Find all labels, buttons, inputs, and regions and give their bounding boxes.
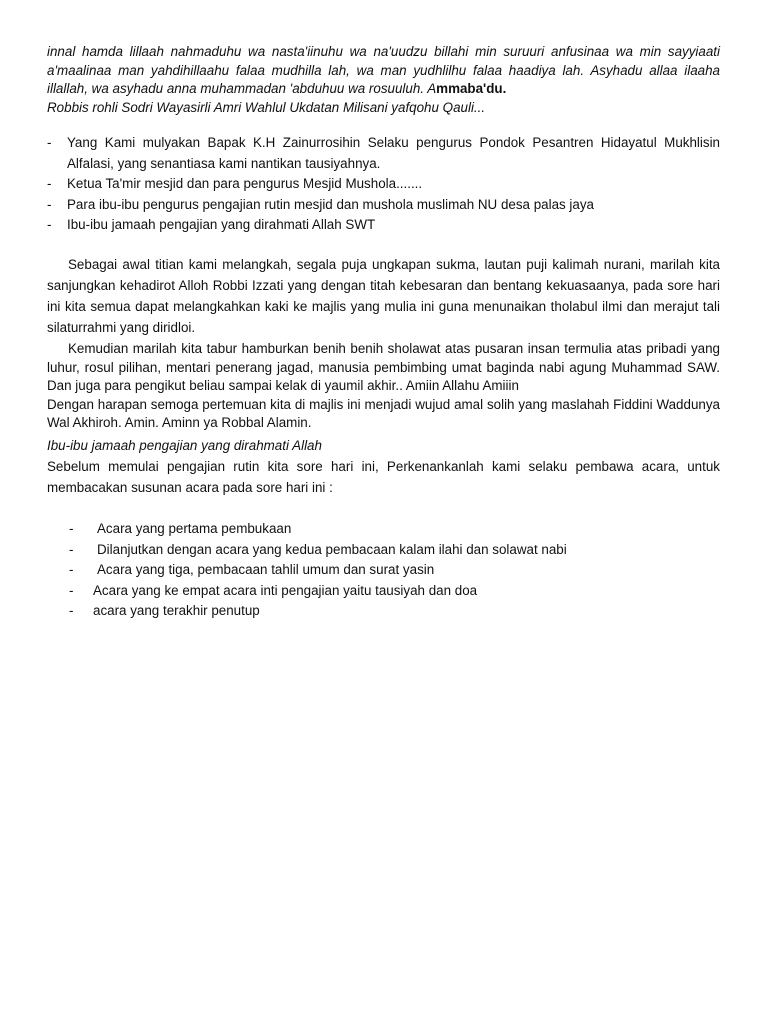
agenda-text: Acara yang pertama pembukaan — [97, 521, 292, 536]
agenda-item — [47, 581, 720, 602]
list-dash: - — [47, 176, 52, 191]
agenda-text: Acara yang ke empat acara inti pengajian yaitu tausiyah dan doa — [93, 582, 478, 598]
paragraph-3: Dengan harapan semoga pertemuan kita di majlis ini menjadi wujud amal solih yang maslahah Fiddini Waddunya Wal Akhiroh. Amin. Aminn ya Robbal Alamin. — [47, 396, 720, 430]
greeting-item — [47, 215, 720, 236]
greeting-item — [47, 133, 720, 174]
list-dash: - — [69, 582, 74, 598]
list-dash: - — [69, 541, 74, 557]
section-heading: Ibu-ibu jamaah pengajian yang dirahmati Allah — [47, 438, 322, 453]
agenda-item — [47, 519, 720, 540]
greetings-list — [47, 133, 720, 236]
opening-doa: Robbis rohli Sodri Wayasirli Amri Wahlul Ukdatan Milisani yafqohu Qauli... — [47, 99, 486, 115]
greeting-text: Para ibu-ibu pengurus pengajian rutin mesjid dan mushola muslimah NU desa palas jaya — [67, 196, 594, 212]
list-dash: - — [47, 135, 52, 150]
greeting-text: Ibu-ibu jamaah pengajian yang dirahmati Allah SWT — [67, 217, 376, 232]
greeting-item — [47, 174, 720, 195]
paragraph-2: Kemudian marilah kita tabur hamburkan benih benih sholawat atas pusaran insan termulia atas pribadi yang luhur, rosul pilihan, mentari penerang jagad, manusia pembimbing umat baginda nabi agung Muhammad SAW. Dan juga para pengikut beliau sampai kelak di yaumil akhir.. Amiin Allahu Amiiin — [47, 341, 720, 393]
agenda-item — [47, 560, 720, 581]
program-intro-section — [47, 437, 720, 498]
list-dash: - — [69, 562, 74, 577]
opening-ammaba: mmaba'du. — [436, 81, 507, 96]
agenda-text: acara yang terakhir penutup — [93, 603, 260, 618]
agenda-item — [47, 540, 720, 561]
list-dash: - — [47, 217, 52, 232]
section-intro: Sebelum memulai pengajian rutin kita sore hari ini, Perkenankanlah kami selaku pembawa acara, untuk membacakan susunan acara pada sore hari ini : — [47, 458, 720, 495]
greeting-item — [47, 195, 720, 216]
opening-section — [47, 43, 720, 117]
agenda-text: Acara yang tiga, pembacaan tahlil umum dan surat yasin — [97, 562, 435, 577]
agenda-text: Dilanjutkan dengan acara yang kedua pembacaan kalam ilahi dan solawat nabi — [97, 541, 567, 557]
paragraph-1: Sebagai awal titian kami melangkah, segala puja ungkapan sukma, lautan puji kalimah nurani, marilah kita sanjungkan kehadirot Alloh Robbi Izzati yang dengan titah kebesaran dan bentang kekuasaanya, pada sore hari ini kita semua dapat melangkahkan kaki ke majlis yang mulia ini guna menunaikan tholabul ilmi dan merajut tali silaturrahmi yang diridloi. — [47, 257, 720, 335]
greeting-text: Ketua Ta'mir mesjid dan para pengurus Mesjid Mushola....... — [67, 176, 423, 191]
greeting-text: Yang Kami mulyakan Bapak K.H Zainurrosihin Selaku pengurus Pondok Pesantren Hidayatul Mukhlisin Alfalasi, yang senantiasa kami nantikan tausiyahnya. — [67, 135, 720, 171]
opening-text-end: . A — [420, 81, 437, 96]
list-dash: - — [47, 196, 52, 212]
list-dash: - — [69, 521, 74, 536]
opening-arabic-text: innal hamda lillaah nahmaduhu wa nasta'iinuhu wa na'uudzu billahi min suruuri anfusinaa wa min sayyiaati a'maalinaa man yahdihillaahu falaa mudhilla lah, wa man yudhlilhu falaa haadiya lah. Asyhadu allaa ilaaha illallah, wa asyhadu anna muhammadan 'abduhuu wa rosuuluh — [47, 44, 720, 96]
opening-prayer — [47, 43, 720, 99]
agenda-list — [47, 519, 720, 622]
list-dash: - — [69, 603, 74, 618]
body-section — [47, 254, 720, 433]
agenda-item — [47, 601, 720, 622]
